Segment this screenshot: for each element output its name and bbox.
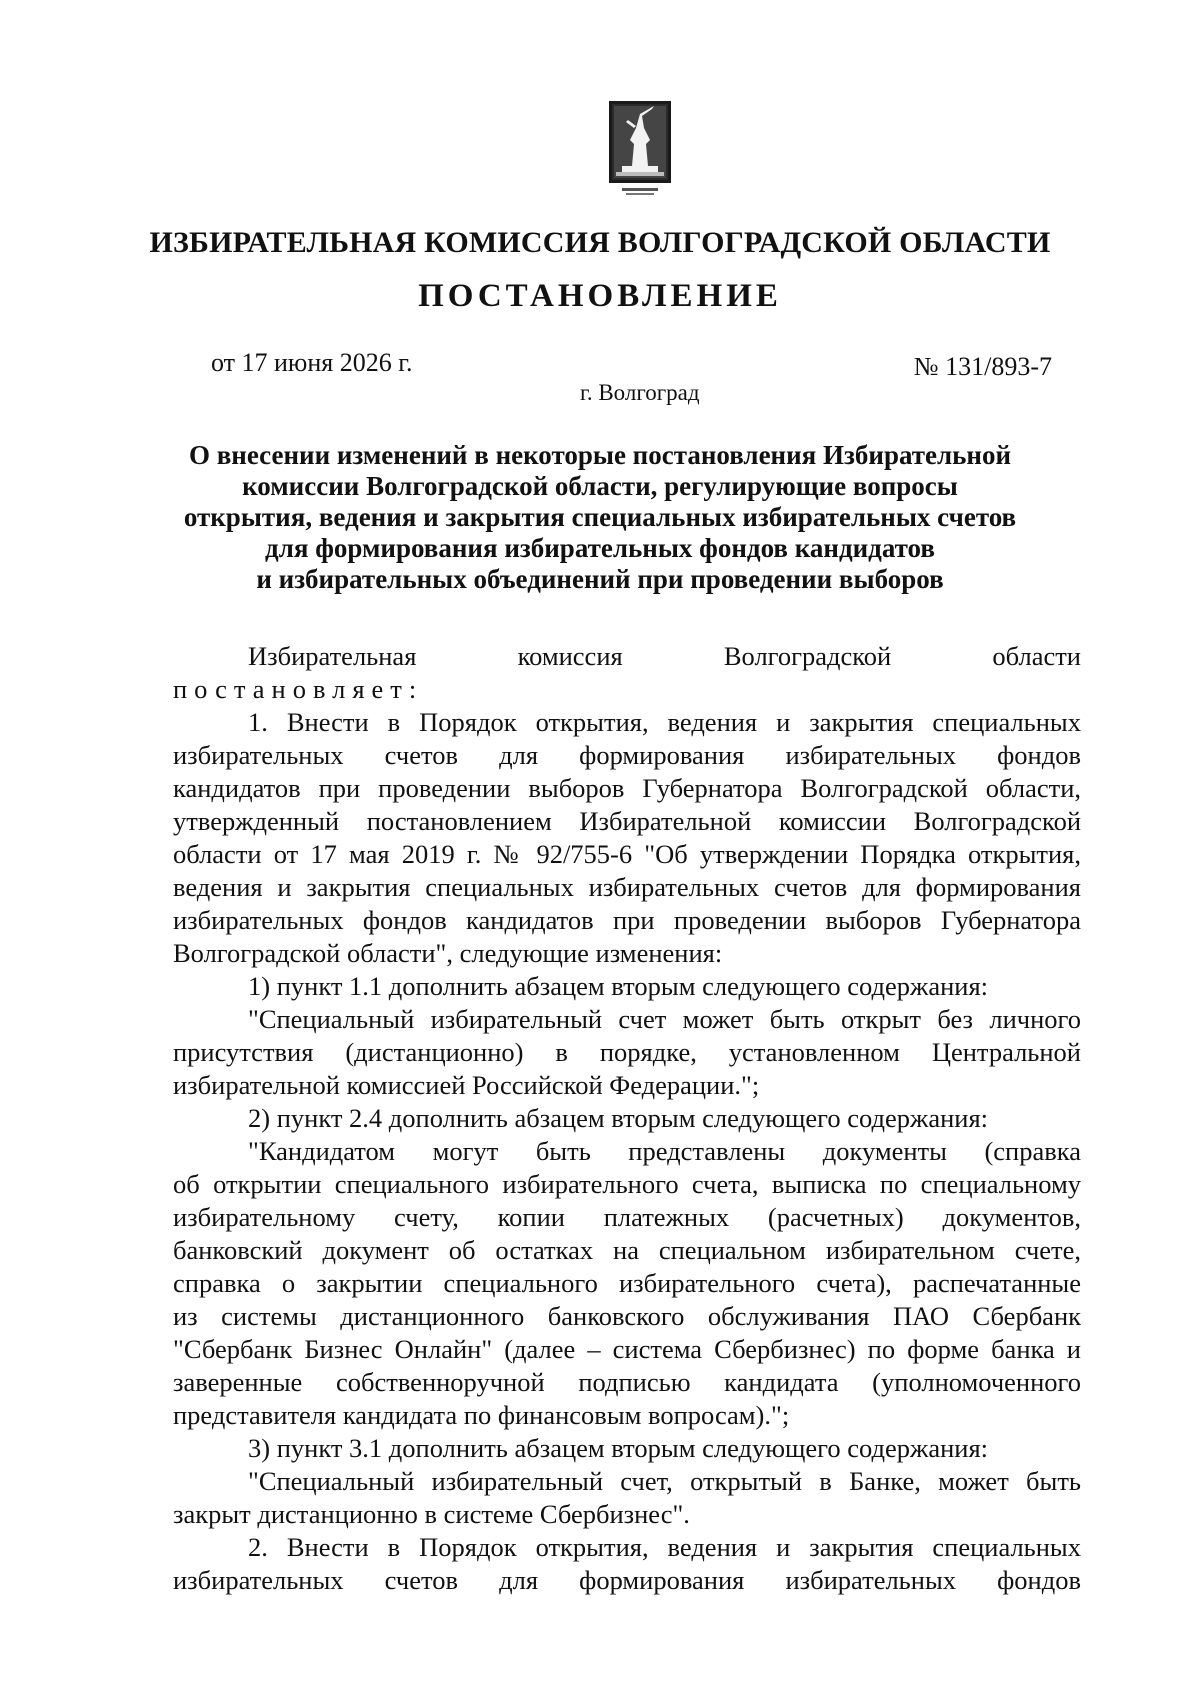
body-line: банковский документ об остатках на специальном избирательном счете,	[173, 1235, 1081, 1265]
body-line: "Специальный избирательный счет, открытый в Банке, может быть	[248, 1466, 1081, 1496]
body-line: избирательной комиссией Российской Федерации.";	[173, 1070, 760, 1100]
coat-of-arms-icon	[608, 100, 672, 198]
body-line: 2. Внести в Порядок открытия, ведения и закрытия специальных	[248, 1532, 1081, 1562]
body-line: присутствия (дистанционно) в порядке, установленном Центральной	[173, 1037, 1081, 1067]
body-line: закрыт дистанционно в системе Сбербизнес".	[173, 1499, 690, 1529]
subject-line: О внесении изменений в некоторые постановления Избирательной	[188, 440, 1012, 470]
body-line: ведения и закрытия специальных избирательных счетов для формирования	[173, 872, 1081, 902]
body-line: заверенные собственноручной подписью кандидата (уполномоченного	[173, 1367, 1081, 1397]
body-line: 3) пункт 3.1 дополнить абзацем вторым следующего содержания:	[248, 1433, 988, 1463]
body-line: 2) пункт 2.4 дополнить абзацем вторым следующего содержания:	[248, 1103, 988, 1133]
organization-title: ИЗБИРАТЕЛЬНАЯ КОМИССИЯ ВОЛГОГРАДСКОЙ ОБЛАСТИ	[149, 226, 1051, 259]
subject-line: и избирательных объединений при проведении выборов	[256, 564, 944, 594]
body-line: "Специальный избирательный счет может быть открыт без личного	[248, 1004, 1081, 1034]
body-line: "Кандидатом могут быть представлены документы (справка	[248, 1136, 1081, 1166]
document-number: № 131/893-7	[913, 352, 1052, 381]
document-subject	[150, 440, 1050, 595]
body-line: справка о закрытии специального избирательного счета), распечатанные	[173, 1268, 1081, 1298]
body-line: Волгоградской области", следующие изменения:	[173, 938, 723, 968]
document-type: ПОСТАНОВЛЕНИЕ	[418, 278, 782, 314]
document-city: г. Волгоград	[580, 380, 700, 405]
body-line: 1) пункт 1.1 дополнить абзацем вторым следующего содержания:	[248, 971, 988, 1001]
body-line: 1. Внести в Порядок открытия, ведения и закрытия специальных	[248, 707, 1081, 737]
subject-line: открытия, ведения и закрытия специальных избирательных счетов	[183, 502, 1017, 532]
body-line: области от 17 мая 2019 г. № 92/755-6 "Об утверждении Порядка открытия,	[173, 839, 1081, 869]
body-line: постановляет:	[173, 674, 424, 704]
body-line: избирательных фондов кандидатов при проведении выборов Губернатора	[173, 905, 1081, 935]
document-date: от 17 июня 2026 г.	[211, 348, 413, 377]
body-line: из системы дистанционного банковского обслуживания ПАО Сбербанк	[173, 1301, 1081, 1331]
body-line: Избирательная комиссия Волгоградской области	[248, 641, 1081, 671]
subject-line: для формирования избирательных фондов кандидатов	[265, 533, 935, 563]
body-line: избирательных счетов для формирования избирательных фондов	[173, 740, 1081, 770]
subject-line: комиссии Волгоградской области, регулирующие вопросы	[242, 471, 958, 501]
document-body	[173, 640, 1081, 1597]
body-line: кандидатов при проведении выборов Губернатора Волгоградской области,	[173, 773, 1081, 803]
body-line: об открытии специального избирательного счета, выписка по специальному	[173, 1169, 1081, 1199]
body-line: утвержденный постановлением Избирательной комиссии Волгоградской	[173, 806, 1081, 836]
body-line: представителя кандидата по финансовым вопросам).";	[173, 1400, 790, 1430]
body-line: избирательных счетов для формирования избирательных фондов	[173, 1565, 1081, 1595]
body-line: избирательному счету, копии платежных (расчетных) документов,	[173, 1202, 1081, 1232]
body-line: "Сбербанк Бизнес Онлайн" (далее – система Сбербизнес) по форме банка и	[173, 1334, 1081, 1364]
